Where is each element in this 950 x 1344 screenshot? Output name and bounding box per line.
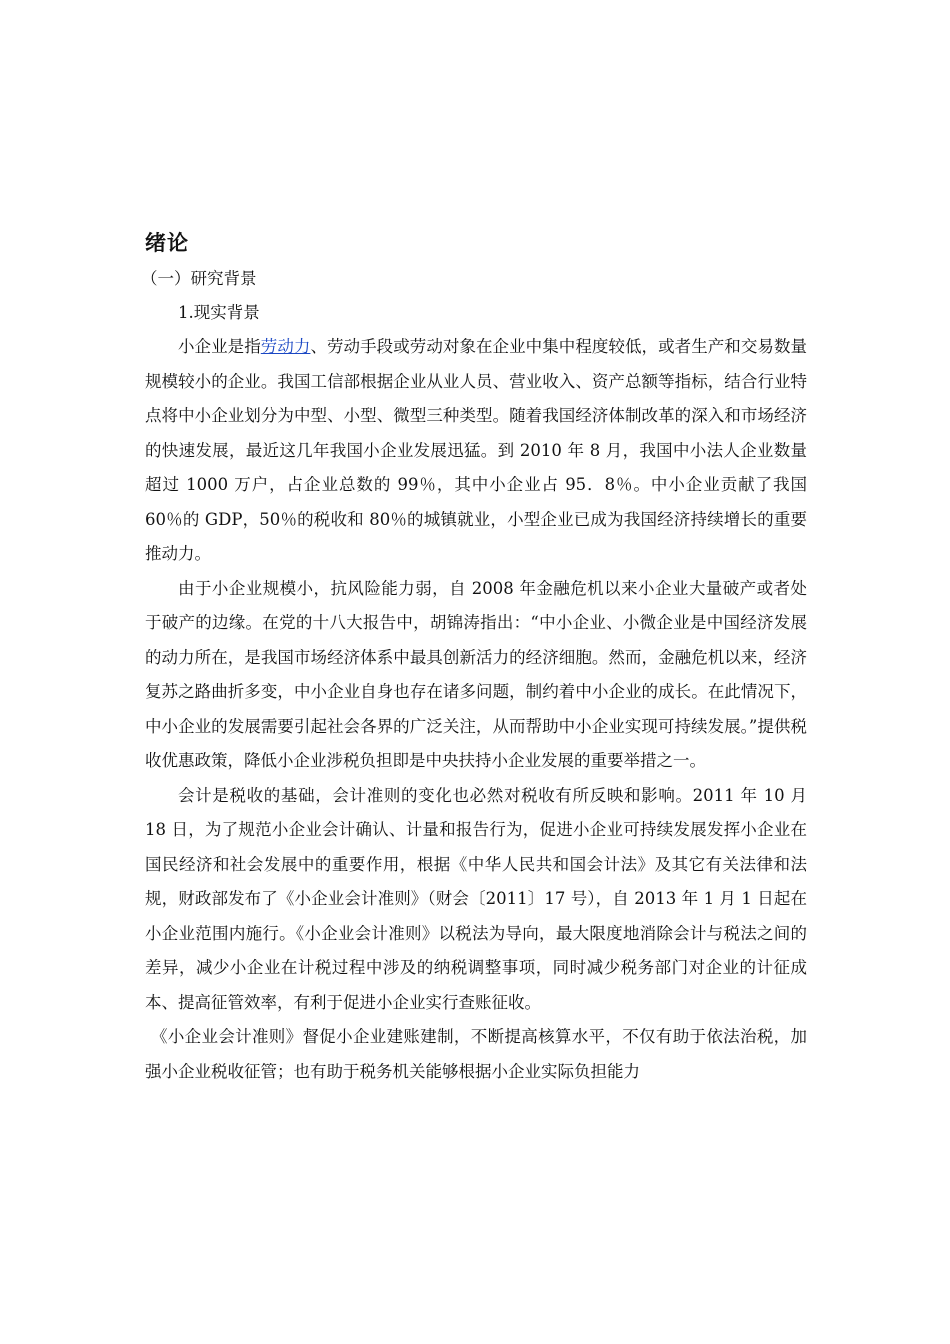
paragraph-1 [145, 330, 807, 572]
subsection-heading: 1.现实背景 [178, 303, 260, 322]
chapter-heading: 绪论 [145, 231, 189, 255]
section-heading: （一）研究背景 [141, 269, 257, 288]
document-page [141, 226, 808, 1089]
paragraph-1-intro: 小企业是指 [178, 337, 261, 356]
paragraph-1-body: 、劳动手段或劳动对象在企业中集中程度较低，或者生产和交易数量规模较小的企业。我国工信部根据企业从业人员、营业收入、资产总额等指标，结合行业特点将中小企业划分为中型、小型、微型三种类型。随着我国经济体制改革的深入和市场经济的快速发展，最近这几年我国小企业发展迅猛。到 2010 年 8 月，我国中小法人企业数量超过 1000 万户，占企业总数的 99％，其中小企业占 95．8％。中小企业贡献了我国 60％的 GDP，50％的税收和 80％的城镇就业，小型企业已成为我国经济持续增长的重要推动力。 [145, 337, 808, 563]
labor-link[interactable]: 劳动力 [260, 337, 311, 356]
paragraph-2: 由于小企业规模小，抗风险能力弱，自 2008 年金融危机以来小企业大量破产或者处于破产的边缘。在党的十八大报告中，胡锦涛指出：“中小企业、小微企业是中国经济发展的动力所在，是我国市场经济体系中最具创新活力的经济细胞。然而，金融危机以来，经济复苏之路曲折多变，中小企业自身也存在诸多问题，制约着中小企业的成长。在此情况下，中小企业的发展需要引起社会各界的广泛关注，从而帮助中小企业实现可持续发展。”提供税收优惠政策，降低小企业涉税负担即是中央扶持小企业发展的重要举措之一。 [145, 578, 807, 770]
paragraph-3: 会计是税收的基础，会计准则的变化也必然对税收有所反映和影响。2011 年 10 月 18 日，为了规范小企业会计确认、计量和报告行为，促进小企业可持续发展发挥小企业在国民经济和社会发展中的重要作用，根据《中华人民共和国会计法》及其它有关法律和法规，财政部发布了《小企业会计准则》（财会〔2011〕17 号），自 2013 年 1 月 1 日起在小企业范围内施行。《小企业会计准则》以税法为导向，最大限度地消除会计与税法之间的差异，减少小企业在计税过程中涉及的纳税调整事项，同时减少税务部门对企业的计征成本、提高征管效率，有利于促进小企业实行查账征收。 [145, 785, 807, 1012]
paragraph-4: 《小企业会计准则》督促小企业建账建制，不断提高核算水平，不仅有助于依法治税，加强小企业税收征管；也有助于税务机关能够根据小企业实际负担能力 [145, 1027, 807, 1081]
